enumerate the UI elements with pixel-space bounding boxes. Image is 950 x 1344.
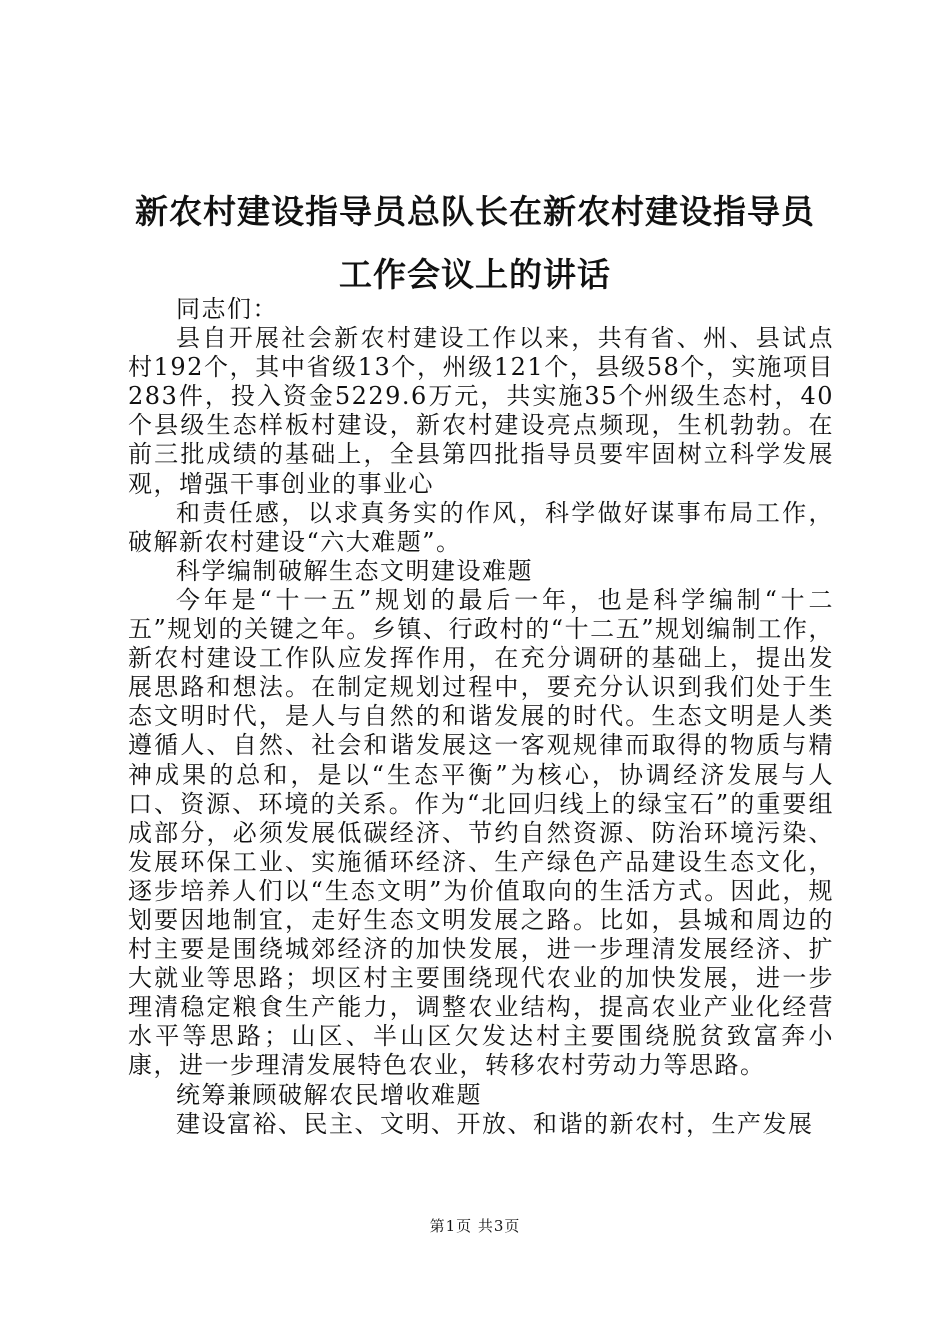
- section-heading: 统筹兼顾破解农民增收难题: [176, 1080, 482, 1109]
- paragraph: 建设富裕、民主、文明、开放、和谐的新农村，生产发展: [176, 1109, 814, 1138]
- section-heading: 科学编制破解生态文明建设难题: [176, 556, 533, 585]
- document-title-line-1: 新农村建设指导员总队长在新农村建设指导员: [135, 192, 815, 231]
- salutation: 同志们：: [176, 295, 278, 323]
- paragraph: 今年是“十一五”规划的最后一年，也是科学编制“十二五”规划的关键之年。乡镇、行政村的“十二五”规划编制工作，新农村建设工作队应发挥作用，在充分调研的基础上，提出发展思路和想法。在制定规划过程中，要充分认识到我们处于生态文明时代，是人与自然的和谐发展的时代。生态文明是人类遵循人、自然、社会和谐发展这一客观规律而取得的物质与精神成果的总和，是以“生态平衡”为核心，协调经济发展与人口、资源、环境的关系。作为“北回归线上的绿宝石”的重要组成部分，必须发展低碳经济、节约自然资源、防治环境污染、发展环保工业、实施循环经济、生产绿色产品建设生态文化，逐步培养人们以“生态文明”为价值取向的生活方式。因此，规划要因地制宜，走好生态文明发展之路。比如，县城和周边的村主要是围绕城郊经济的加快发展，进一步理清发展经济、扩大就业等思路；坝区村主要围绕现代农业的加快发展，进一步理清稳定粮食生产能力，调整农业结构，提高农业产业化经营水平等思路；山区、半山区欠发达村主要围绕脱贫致富奔小康，进一步理清发展特色农业，转移农村劳动力等思路。: [128, 585, 834, 1080]
- paragraph: 县自开展社会新农村建设工作以来，共有省、州、县试点村192个，其中省级13个，州级121个，县级58个，实施项目283件，投入资金5229.6万元，共实施35个州级生态村，40个县级生态样板村建设，新农村建设亮点频现，生机勃勃。在前三批成绩的基础上，全县第四批指导员要牢固树立科学发展观，增强干事创业的事业心: [128, 324, 834, 498]
- page-number-footer: 第1页 共3页: [429, 1217, 521, 1235]
- paragraph: 和责任感，以求真务实的作风，科学做好谋事布局工作，破解新农村建设“六大难题”。: [128, 498, 834, 556]
- document-body: [128, 295, 834, 1139]
- document-title-line-2: 工作会议上的讲话: [339, 255, 611, 294]
